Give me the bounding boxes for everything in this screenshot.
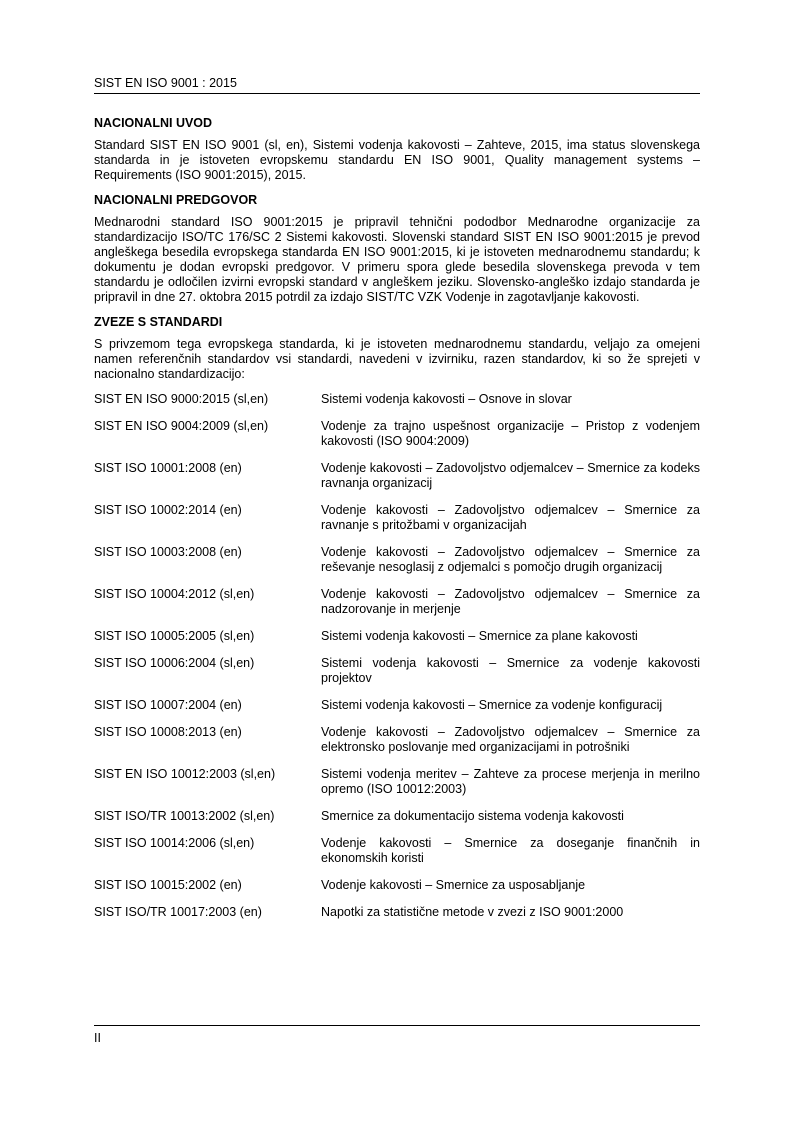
reference-code: SIST ISO/TR 10013:2002 (sl,en) bbox=[94, 809, 275, 823]
section-paragraph: Standard SIST EN ISO 9001 (sl, en), Sistemi vodenja kakovosti – Zahteve, 2015, ima status slovenskega standarda in je istoveten evropskemu standardu EN ISO 9001, Quality management systems – Requirements (ISO 9001:2015), 2015. bbox=[94, 138, 700, 182]
reference-code: SIST ISO 10006:2004 (sl,en) bbox=[94, 656, 255, 670]
reference-row bbox=[94, 392, 700, 407]
reference-title: Vodenje za trajno uspešnost organizacije – Pristop z vodenjem kakovosti (ISO 9004:2009) bbox=[321, 419, 700, 448]
reference-title: Vodenje kakovosti – Smernice za doseganje finančnih in ekonomskih koristi bbox=[321, 836, 700, 865]
reference-code: SIST EN ISO 9004:2009 (sl,en) bbox=[94, 419, 269, 433]
reference-code: SIST ISO 10001:2008 (en) bbox=[94, 461, 242, 475]
reference-code: SIST EN ISO 9000:2015 (sl,en) bbox=[94, 392, 269, 406]
reference-row bbox=[94, 725, 700, 755]
reference-title: Smernice za dokumentacijo sistema vodenja kakovosti bbox=[321, 809, 624, 823]
reference-list bbox=[94, 392, 700, 920]
section-paragraph: S privzemom tega evropskega standarda, ki je istoveten mednarodnemu standardu, veljajo za omejeni namen referenčnih standardov vsi standardi, navedeni v izvirniku, razen standardov, ki so že sprejeti v nacionalno standardizacijo: bbox=[94, 337, 700, 381]
page-number: II bbox=[94, 1031, 101, 1045]
section-national-introduction bbox=[94, 116, 700, 183]
reference-row bbox=[94, 419, 700, 449]
section-references bbox=[94, 315, 700, 920]
reference-row bbox=[94, 545, 700, 575]
reference-code: SIST EN ISO 10012:2003 (sl,en) bbox=[94, 767, 276, 781]
reference-row bbox=[94, 878, 700, 893]
reference-code: SIST ISO 10008:2013 (en) bbox=[94, 725, 242, 739]
reference-title: Vodenje kakovosti – Zadovoljstvo odjemalcev – Smernice za kodeks ravnanja organizacij bbox=[321, 461, 700, 490]
reference-code: SIST ISO 10014:2006 (sl,en) bbox=[94, 836, 255, 850]
reference-row bbox=[94, 836, 700, 866]
reference-title: Sistemi vodenja meritev – Zahteve za procese merjenja in merilno opremo (ISO 10012:2003) bbox=[321, 767, 700, 796]
reference-row bbox=[94, 629, 700, 644]
reference-title: Vodenje kakovosti – Zadovoljstvo odjemalcev – Smernice za elektronsko poslovanje med organizacijami in potrošniki bbox=[321, 725, 700, 754]
reference-code: SIST ISO 10005:2005 (sl,en) bbox=[94, 629, 255, 643]
reference-code: SIST ISO/TR 10017:2003 (en) bbox=[94, 905, 262, 919]
section-heading: NACIONALNI PREDGOVOR bbox=[94, 193, 258, 207]
reference-title: Vodenje kakovosti – Zadovoljstvo odjemalcev – Smernice za ravnanje s pritožbami v organizacijah bbox=[321, 503, 700, 532]
page-footer bbox=[94, 1025, 700, 1046]
reference-title: Sistemi vodenja kakovosti – Smernice za vodenje kakovosti projektov bbox=[321, 656, 700, 685]
reference-code: SIST ISO 10003:2008 (en) bbox=[94, 545, 242, 559]
page-header bbox=[94, 76, 700, 94]
reference-code: SIST ISO 10007:2004 (en) bbox=[94, 698, 242, 712]
reference-title: Sistemi vodenja kakovosti – Smernice za plane kakovosti bbox=[321, 629, 638, 643]
reference-title: Vodenje kakovosti – Zadovoljstvo odjemalcev – Smernice za nadzorovanje in merjenje bbox=[321, 587, 700, 616]
reference-code: SIST ISO 10015:2002 (en) bbox=[94, 878, 242, 892]
reference-row bbox=[94, 698, 700, 713]
reference-title: Vodenje kakovosti – Zadovoljstvo odjemalcev – Smernice za reševanje nesoglasij z odjemalci s pomočjo drugih organizacij bbox=[321, 545, 700, 574]
reference-row bbox=[94, 767, 700, 797]
reference-row bbox=[94, 587, 700, 617]
reference-code: SIST ISO 10004:2012 (sl,en) bbox=[94, 587, 255, 601]
reference-row bbox=[94, 905, 700, 920]
section-national-foreword bbox=[94, 193, 700, 305]
header-title: SIST EN ISO 9001 : 2015 bbox=[94, 76, 237, 90]
reference-title: Sistemi vodenja kakovosti – Osnove in slovar bbox=[321, 392, 572, 406]
reference-title: Vodenje kakovosti – Smernice za usposabljanje bbox=[321, 878, 586, 892]
document-body bbox=[94, 116, 700, 932]
section-heading: NACIONALNI UVOD bbox=[94, 116, 213, 130]
section-heading: ZVEZE S STANDARDI bbox=[94, 315, 223, 329]
section-paragraph: Mednarodni standard ISO 9001:2015 je pripravil tehnični pododbor Mednarodne organizacije za standardizacijo ISO/TC 176/SC 2 Sistemi kakovosti. Slovenski standard SIST EN ISO 9001:2015 je prevod angleškega besedila evropskega standarda EN ISO 9001:2015, ki je istoveten mednarodnemu standardu; k dokumentu je dodan evropski predgovor. V primeru spora glede besedila slovenskega prevoda v tem standardu je odločilen izvirni evropski standard v angleškem jeziku. Slovensko-angleško izdajo standarda je pripravil in dne 27. oktobra 2015 potrdil za izdajo SIST/TC VZK Vodenje in zagotavljanje kakovosti. bbox=[94, 215, 700, 304]
reference-title: Napotki za statistične metode v zvezi z ISO 9001:2000 bbox=[321, 905, 624, 919]
reference-row bbox=[94, 461, 700, 491]
reference-code: SIST ISO 10002:2014 (en) bbox=[94, 503, 242, 517]
reference-row bbox=[94, 656, 700, 686]
reference-title: Sistemi vodenja kakovosti – Smernice za vodenje konfiguracij bbox=[321, 698, 663, 712]
reference-row bbox=[94, 809, 700, 824]
reference-row bbox=[94, 503, 700, 533]
